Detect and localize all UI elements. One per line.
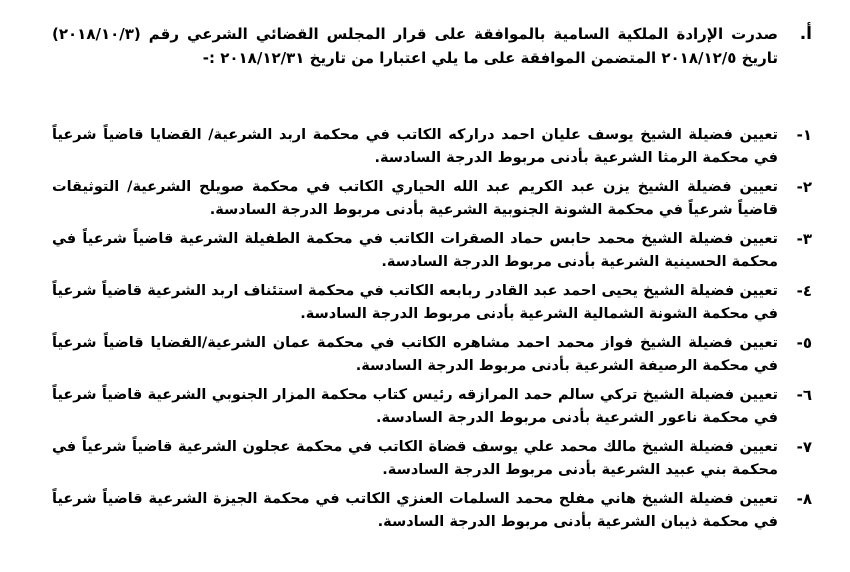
item-text: تعيين فضيلة الشيخ فواز محمد احمد مشاهره الكاتب في محكمة عمان الشرعية/القضايا قاضياً شرعياً في محكمة الرصيفة الشرعية بأدنى مربوط الدرجة السادسة. xyxy=(52,335,778,374)
intro-paragraph xyxy=(52,22,812,70)
item-number: ٨- xyxy=(796,490,812,508)
list-item xyxy=(52,124,812,170)
item-text: تعيين فضيلة الشيخ هاني مفلح محمد السلمات العنزي الكاتب في محكمة الجيزة الشرعية قاضياً شرعياً في محكمة ذيبان الشرعية بأدنى مربوط الدرجة السادسة. xyxy=(52,491,778,530)
intro-text: صدرت الإرادة الملكية السامية بالموافقة على قرار المجلس القضائي الشرعي رقم (٢٠١٨/١٠/٣) تاريخ ٢٠١٨/١٢/٥ المتضمن الموافقة على ما يلي اعتبارا من تاريخ ٢٠١٨/١٢/٣١ :- xyxy=(52,25,778,67)
item-text: تعيين فضيلة الشيخ يحيى احمد عبد القادر ربابعه الكاتب في محكمة استئناف اربد الشرعية قاضياً شرعياً في محكمة الشونة الشمالية الشرعية بأدنى مربوط الدرجة السادسة. xyxy=(52,283,778,322)
item-number: ٣- xyxy=(796,230,812,248)
item-text: تعيين فضيلة الشيخ يوسف عليان احمد دراركه الكاتب في محكمة اربد الشرعية/ القضايا قاضياً شرعياً في محكمة الرمثا الشرعية بأدنى مربوط الدرجة السادسة. xyxy=(52,127,778,166)
item-text: تعيين فضيلة الشيخ تركي سالم حمد المرازقه رئيس كتاب محكمة المزار الجنوبي الشرعية قاضياً شرعياً في محكمة ناعور الشرعية بأدنى مربوط الدرجة السادسة. xyxy=(52,387,778,426)
intro-marker: أ. xyxy=(799,24,812,44)
item-number: ٧- xyxy=(796,438,812,456)
list-item xyxy=(52,488,812,534)
list-item xyxy=(52,332,812,378)
list-item xyxy=(52,228,812,274)
item-number: ١- xyxy=(796,126,812,144)
appointments-list xyxy=(52,124,812,540)
item-number: ٤- xyxy=(796,282,812,300)
list-item xyxy=(52,436,812,482)
list-item xyxy=(52,280,812,326)
list-item xyxy=(52,176,812,222)
item-number: ٥- xyxy=(796,334,812,352)
item-text: تعيين فضيلة الشيخ مالك محمد علي يوسف قضاة الكاتب في محكمة عجلون الشرعية قاضياً شرعياً في محكمة بني عبيد الشرعية بأدنى مربوط الدرجة السادسة. xyxy=(52,439,778,478)
list-item xyxy=(52,384,812,430)
item-number: ٦- xyxy=(796,386,812,404)
item-number: ٢- xyxy=(796,178,812,196)
item-text: تعيين فضيلة الشيخ يزن عبد الكريم عبد الله الحياري الكاتب في محكمة صويلح الشرعية/ التوثيقات قاضياً شرعياً في محكمة الشونة الجنوبية الشرعية بأدنى مربوط الدرجة السادسة. xyxy=(52,179,778,218)
item-text: تعيين فضيلة الشيخ محمد حابس حماد الصقرات الكاتب في محكمة الطفيلة الشرعية قاضياً شرعياً في محكمة الحسينية الشرعية بأدنى مربوط الدرجة السادسة. xyxy=(52,231,778,270)
